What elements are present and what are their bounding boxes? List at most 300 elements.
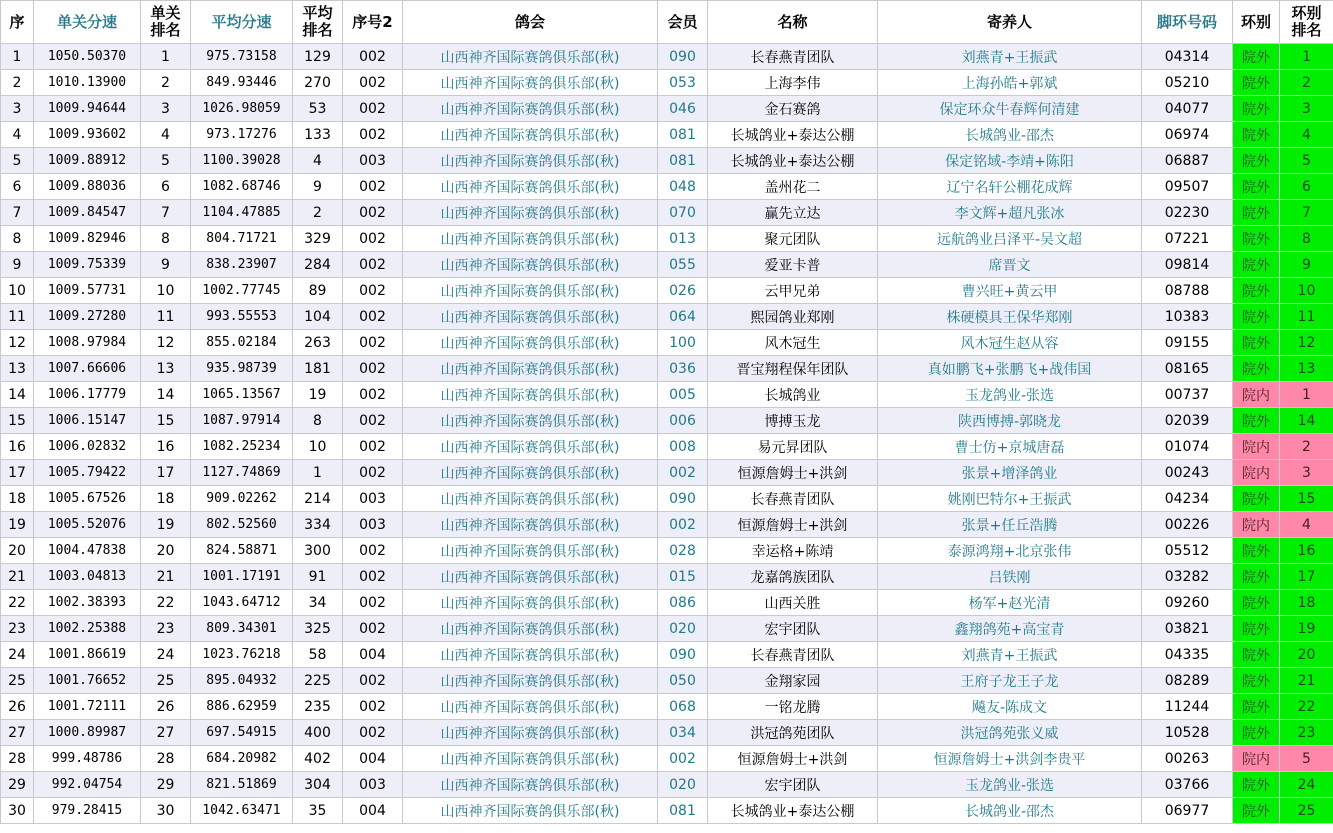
cell-member[interactable]: 064 (658, 304, 708, 330)
cell-seq[interactable]: 28 (1, 746, 34, 772)
header-ring[interactable]: 脚环号码 (1142, 1, 1233, 44)
cell-member[interactable]: 036 (658, 356, 708, 382)
cell-seq[interactable]: 8 (1, 226, 34, 252)
cell-speed-single[interactable]: 1009.57731 (34, 278, 141, 304)
cell-breeder[interactable]: 李文辉+超凡张冰 (878, 200, 1142, 226)
cell-zone-rank[interactable]: 24 (1280, 772, 1333, 798)
cell-rank-avg[interactable]: 4 (293, 148, 343, 174)
header-speed-avg[interactable]: 平均分速 (191, 1, 293, 44)
table-row[interactable] (1, 122, 1333, 148)
cell-name[interactable]: 易元昇团队 (708, 434, 878, 460)
cell-speed-avg[interactable]: 895.04932 (191, 668, 293, 694)
cell-zone-rank[interactable]: 13 (1280, 356, 1333, 382)
table-row[interactable] (1, 278, 1333, 304)
cell-speed-avg[interactable]: 697.54915 (191, 720, 293, 746)
cell-member[interactable]: 002 (658, 460, 708, 486)
cell-zone-rank[interactable]: 22 (1280, 694, 1333, 720)
cell-club[interactable]: 山西神齐国际赛鸽俱乐部(秋) (403, 772, 658, 798)
cell-zone-rank[interactable]: 14 (1280, 408, 1333, 434)
cell-rank-single[interactable]: 4 (141, 122, 191, 148)
header-club[interactable]: 鸽会 (403, 1, 658, 44)
cell-rank-avg[interactable]: 270 (293, 70, 343, 96)
cell-ring[interactable]: 06887 (1142, 148, 1233, 174)
header-rank-avg[interactable] (293, 1, 343, 44)
table-row[interactable] (1, 590, 1333, 616)
cell-zone-rank[interactable]: 8 (1280, 226, 1333, 252)
cell-zone-rank[interactable]: 23 (1280, 720, 1333, 746)
table-row[interactable] (1, 798, 1333, 824)
cell-speed-single[interactable]: 1007.66606 (34, 356, 141, 382)
cell-name[interactable]: 博搏玉龙 (708, 408, 878, 434)
cell-breeder[interactable]: 真如鹏飞+张鹏飞+战伟国 (878, 356, 1142, 382)
cell-breeder[interactable]: 刘燕青+王振武 (878, 642, 1142, 668)
cell-speed-avg[interactable]: 1042.63471 (191, 798, 293, 824)
cell-seq2[interactable]: 004 (343, 746, 403, 772)
cell-rank-single[interactable]: 15 (141, 408, 191, 434)
cell-member[interactable]: 005 (658, 382, 708, 408)
cell-name[interactable]: 山西关胜 (708, 590, 878, 616)
cell-name[interactable]: 恒源詹姆士+洪剑 (708, 460, 878, 486)
cell-name[interactable]: 一铭龙腾 (708, 694, 878, 720)
cell-ring[interactable]: 08788 (1142, 278, 1233, 304)
cell-seq[interactable]: 3 (1, 96, 34, 122)
cell-seq[interactable]: 4 (1, 122, 34, 148)
cell-seq[interactable]: 11 (1, 304, 34, 330)
cell-speed-single[interactable]: 1001.86619 (34, 642, 141, 668)
cell-speed-single[interactable]: 1008.97984 (34, 330, 141, 356)
cell-seq2[interactable]: 003 (343, 772, 403, 798)
cell-rank-avg[interactable]: 10 (293, 434, 343, 460)
cell-seq2[interactable]: 002 (343, 96, 403, 122)
table-row[interactable] (1, 460, 1333, 486)
cell-ring[interactable]: 07221 (1142, 226, 1233, 252)
cell-name[interactable]: 洪冠鸽苑团队 (708, 720, 878, 746)
cell-name[interactable]: 盖州花二 (708, 174, 878, 200)
cell-rank-avg[interactable]: 284 (293, 252, 343, 278)
table-row[interactable] (1, 720, 1333, 746)
cell-member[interactable]: 006 (658, 408, 708, 434)
cell-zone-rank[interactable]: 9 (1280, 252, 1333, 278)
cell-club[interactable]: 山西神齐国际赛鸽俱乐部(秋) (403, 668, 658, 694)
cell-rank-avg[interactable]: 329 (293, 226, 343, 252)
cell-seq2[interactable]: 002 (343, 278, 403, 304)
cell-rank-single[interactable]: 2 (141, 70, 191, 96)
cell-club[interactable]: 山西神齐国际赛鸽俱乐部(秋) (403, 642, 658, 668)
cell-speed-single[interactable]: 1004.47838 (34, 538, 141, 564)
cell-breeder[interactable]: 长城鸽业-邵杰 (878, 798, 1142, 824)
cell-seq[interactable]: 5 (1, 148, 34, 174)
cell-breeder[interactable]: 玉龙鸽业-张选 (878, 382, 1142, 408)
cell-speed-avg[interactable]: 1002.77745 (191, 278, 293, 304)
cell-zone-rank[interactable]: 6 (1280, 174, 1333, 200)
cell-rank-single[interactable]: 29 (141, 772, 191, 798)
cell-seq2[interactable]: 002 (343, 668, 403, 694)
cell-zone[interactable]: 院外 (1233, 356, 1280, 382)
cell-ring[interactable]: 09507 (1142, 174, 1233, 200)
cell-member[interactable]: 086 (658, 590, 708, 616)
cell-speed-single[interactable]: 999.48786 (34, 746, 141, 772)
cell-seq[interactable]: 1 (1, 44, 34, 70)
cell-ring[interactable]: 04335 (1142, 642, 1233, 668)
cell-ring[interactable]: 03766 (1142, 772, 1233, 798)
cell-rank-single[interactable]: 19 (141, 512, 191, 538)
cell-member[interactable]: 053 (658, 70, 708, 96)
cell-member[interactable]: 034 (658, 720, 708, 746)
header-member[interactable]: 会员 (658, 1, 708, 44)
cell-member[interactable]: 050 (658, 668, 708, 694)
cell-zone[interactable]: 院外 (1233, 174, 1280, 200)
table-row[interactable] (1, 486, 1333, 512)
cell-name[interactable]: 上海李伟 (708, 70, 878, 96)
cell-rank-avg[interactable]: 300 (293, 538, 343, 564)
cell-rank-single[interactable]: 11 (141, 304, 191, 330)
cell-breeder[interactable]: 洪冠鸽苑张义威 (878, 720, 1142, 746)
cell-seq2[interactable]: 004 (343, 642, 403, 668)
table-row[interactable] (1, 304, 1333, 330)
header-speed-single[interactable]: 单关分速 (34, 1, 141, 44)
cell-seq[interactable]: 9 (1, 252, 34, 278)
cell-breeder[interactable]: 张景+任丘浩腾 (878, 512, 1142, 538)
cell-breeder[interactable]: 泰源鸿翔+北京张伟 (878, 538, 1142, 564)
cell-seq[interactable]: 12 (1, 330, 34, 356)
cell-seq[interactable]: 2 (1, 70, 34, 96)
table-row[interactable] (1, 616, 1333, 642)
cell-rank-single[interactable]: 30 (141, 798, 191, 824)
cell-zone-rank[interactable]: 7 (1280, 200, 1333, 226)
cell-zone-rank[interactable]: 1 (1280, 44, 1333, 70)
cell-club[interactable]: 山西神齐国际赛鸽俱乐部(秋) (403, 226, 658, 252)
cell-rank-single[interactable]: 3 (141, 96, 191, 122)
cell-speed-avg[interactable]: 802.52560 (191, 512, 293, 538)
cell-seq2[interactable]: 002 (343, 694, 403, 720)
cell-name[interactable]: 聚元团队 (708, 226, 878, 252)
cell-zone[interactable]: 院外 (1233, 772, 1280, 798)
cell-seq[interactable]: 15 (1, 408, 34, 434)
cell-rank-avg[interactable]: 8 (293, 408, 343, 434)
cell-zone[interactable]: 院内 (1233, 434, 1280, 460)
cell-name[interactable]: 长春燕青团队 (708, 642, 878, 668)
cell-ring[interactable]: 05512 (1142, 538, 1233, 564)
cell-speed-single[interactable]: 1050.50370 (34, 44, 141, 70)
table-row[interactable] (1, 226, 1333, 252)
cell-speed-avg[interactable]: 1127.74869 (191, 460, 293, 486)
cell-club[interactable]: 山西神齐国际赛鸽俱乐部(秋) (403, 486, 658, 512)
cell-member[interactable]: 002 (658, 746, 708, 772)
cell-seq2[interactable]: 002 (343, 564, 403, 590)
cell-zone[interactable]: 院外 (1233, 70, 1280, 96)
cell-rank-avg[interactable]: 89 (293, 278, 343, 304)
cell-zone-rank[interactable]: 11 (1280, 304, 1333, 330)
cell-rank-avg[interactable]: 263 (293, 330, 343, 356)
cell-club[interactable]: 山西神齐国际赛鸽俱乐部(秋) (403, 174, 658, 200)
cell-club[interactable]: 山西神齐国际赛鸽俱乐部(秋) (403, 538, 658, 564)
cell-member[interactable]: 090 (658, 486, 708, 512)
cell-rank-avg[interactable]: 129 (293, 44, 343, 70)
cell-speed-single[interactable]: 1009.88912 (34, 148, 141, 174)
cell-speed-single[interactable]: 1005.52076 (34, 512, 141, 538)
cell-rank-single[interactable]: 13 (141, 356, 191, 382)
cell-zone[interactable]: 院外 (1233, 720, 1280, 746)
cell-rank-single[interactable]: 10 (141, 278, 191, 304)
cell-club[interactable]: 山西神齐国际赛鸽俱乐部(秋) (403, 382, 658, 408)
cell-zone[interactable]: 院外 (1233, 694, 1280, 720)
cell-rank-single[interactable]: 18 (141, 486, 191, 512)
cell-rank-single[interactable]: 26 (141, 694, 191, 720)
cell-club[interactable]: 山西神齐国际赛鸽俱乐部(秋) (403, 330, 658, 356)
cell-member[interactable]: 070 (658, 200, 708, 226)
cell-rank-single[interactable]: 5 (141, 148, 191, 174)
cell-member[interactable]: 068 (658, 694, 708, 720)
cell-speed-single[interactable]: 1005.79422 (34, 460, 141, 486)
cell-zone-rank[interactable]: 4 (1280, 512, 1333, 538)
cell-speed-single[interactable]: 1002.25388 (34, 616, 141, 642)
cell-name[interactable]: 晋宝翔程保年团队 (708, 356, 878, 382)
cell-breeder[interactable]: 风木冠生赵从容 (878, 330, 1142, 356)
table-row[interactable] (1, 200, 1333, 226)
cell-rank-avg[interactable]: 35 (293, 798, 343, 824)
cell-ring[interactable]: 10383 (1142, 304, 1233, 330)
cell-zone[interactable]: 院外 (1233, 564, 1280, 590)
table-row[interactable] (1, 44, 1333, 70)
cell-name[interactable]: 宏宇团队 (708, 772, 878, 798)
cell-speed-avg[interactable]: 1026.98059 (191, 96, 293, 122)
cell-ring[interactable]: 02230 (1142, 200, 1233, 226)
cell-rank-avg[interactable]: 304 (293, 772, 343, 798)
cell-speed-avg[interactable]: 1082.68746 (191, 174, 293, 200)
cell-member[interactable]: 081 (658, 122, 708, 148)
header-seq2[interactable]: 序号2 (343, 1, 403, 44)
cell-speed-avg[interactable]: 855.02184 (191, 330, 293, 356)
cell-breeder[interactable]: 鑫翔鸽苑+高宝青 (878, 616, 1142, 642)
cell-ring[interactable]: 00263 (1142, 746, 1233, 772)
header-seq[interactable]: 序 (1, 1, 34, 44)
cell-breeder[interactable]: 保定环众牛春辉何清建 (878, 96, 1142, 122)
cell-name[interactable]: 长城鸽业+泰达公棚 (708, 122, 878, 148)
cell-rank-avg[interactable]: 325 (293, 616, 343, 642)
table-row[interactable] (1, 434, 1333, 460)
cell-rank-avg[interactable]: 104 (293, 304, 343, 330)
cell-ring[interactable]: 00243 (1142, 460, 1233, 486)
cell-rank-avg[interactable]: 9 (293, 174, 343, 200)
cell-speed-single[interactable]: 1001.72111 (34, 694, 141, 720)
cell-seq2[interactable]: 002 (343, 590, 403, 616)
cell-seq2[interactable]: 002 (343, 330, 403, 356)
cell-seq[interactable]: 23 (1, 616, 34, 642)
cell-zone[interactable]: 院外 (1233, 304, 1280, 330)
cell-zone-rank[interactable]: 2 (1280, 70, 1333, 96)
cell-ring[interactable]: 08165 (1142, 356, 1233, 382)
table-row[interactable] (1, 174, 1333, 200)
cell-rank-single[interactable]: 17 (141, 460, 191, 486)
cell-seq2[interactable]: 002 (343, 252, 403, 278)
cell-club[interactable]: 山西神齐国际赛鸽俱乐部(秋) (403, 96, 658, 122)
cell-zone[interactable]: 院外 (1233, 330, 1280, 356)
cell-name[interactable]: 宏宇团队 (708, 616, 878, 642)
cell-speed-avg[interactable]: 1043.64712 (191, 590, 293, 616)
cell-name[interactable]: 长城鸽业+泰达公棚 (708, 798, 878, 824)
cell-name[interactable]: 幸运格+陈靖 (708, 538, 878, 564)
cell-member[interactable]: 046 (658, 96, 708, 122)
cell-club[interactable]: 山西神齐国际赛鸽俱乐部(秋) (403, 278, 658, 304)
cell-seq[interactable]: 25 (1, 668, 34, 694)
cell-zone-rank[interactable]: 10 (1280, 278, 1333, 304)
cell-zone-rank[interactable]: 25 (1280, 798, 1333, 824)
cell-seq[interactable]: 22 (1, 590, 34, 616)
cell-club[interactable]: 山西神齐国际赛鸽俱乐部(秋) (403, 304, 658, 330)
cell-zone-rank[interactable]: 16 (1280, 538, 1333, 564)
cell-seq[interactable]: 30 (1, 798, 34, 824)
cell-speed-avg[interactable]: 973.17276 (191, 122, 293, 148)
cell-club[interactable]: 山西神齐国际赛鸽俱乐部(秋) (403, 70, 658, 96)
cell-club[interactable]: 山西神齐国际赛鸽俱乐部(秋) (403, 798, 658, 824)
cell-speed-single[interactable]: 1010.13900 (34, 70, 141, 96)
cell-speed-avg[interactable]: 909.02262 (191, 486, 293, 512)
table-row[interactable] (1, 356, 1333, 382)
table-row[interactable] (1, 408, 1333, 434)
cell-club[interactable]: 山西神齐国际赛鸽俱乐部(秋) (403, 408, 658, 434)
cell-member[interactable]: 013 (658, 226, 708, 252)
cell-speed-avg[interactable]: 838.23907 (191, 252, 293, 278)
cell-seq2[interactable]: 002 (343, 434, 403, 460)
cell-member[interactable]: 015 (658, 564, 708, 590)
cell-ring[interactable]: 09155 (1142, 330, 1233, 356)
cell-rank-avg[interactable]: 19 (293, 382, 343, 408)
cell-rank-single[interactable]: 27 (141, 720, 191, 746)
cell-breeder[interactable]: 玉龙鸽业-张选 (878, 772, 1142, 798)
cell-zone[interactable]: 院内 (1233, 382, 1280, 408)
cell-name[interactable]: 长城鸽业 (708, 382, 878, 408)
cell-ring[interactable]: 10528 (1142, 720, 1233, 746)
cell-name[interactable]: 龙嘉鸽族团队 (708, 564, 878, 590)
cell-zone-rank[interactable]: 2 (1280, 434, 1333, 460)
cell-seq[interactable]: 24 (1, 642, 34, 668)
cell-rank-avg[interactable]: 53 (293, 96, 343, 122)
cell-club[interactable]: 山西神齐国际赛鸽俱乐部(秋) (403, 512, 658, 538)
cell-speed-single[interactable]: 979.28415 (34, 798, 141, 824)
cell-rank-avg[interactable]: 133 (293, 122, 343, 148)
cell-rank-single[interactable]: 8 (141, 226, 191, 252)
table-row[interactable] (1, 252, 1333, 278)
cell-zone-rank[interactable]: 21 (1280, 668, 1333, 694)
cell-seq[interactable]: 10 (1, 278, 34, 304)
cell-seq2[interactable]: 002 (343, 122, 403, 148)
cell-seq2[interactable]: 002 (343, 382, 403, 408)
cell-zone[interactable]: 院外 (1233, 538, 1280, 564)
cell-name[interactable]: 金石赛鸽 (708, 96, 878, 122)
cell-zone[interactable]: 院外 (1233, 96, 1280, 122)
cell-rank-avg[interactable]: 181 (293, 356, 343, 382)
cell-speed-avg[interactable]: 975.73158 (191, 44, 293, 70)
cell-speed-single[interactable]: 1009.84547 (34, 200, 141, 226)
cell-name[interactable]: 云甲兄弟 (708, 278, 878, 304)
header-zone-rank[interactable] (1280, 1, 1333, 44)
cell-breeder[interactable]: 王府子龙王子龙 (878, 668, 1142, 694)
cell-seq2[interactable]: 002 (343, 356, 403, 382)
cell-rank-avg[interactable]: 91 (293, 564, 343, 590)
cell-member[interactable]: 020 (658, 772, 708, 798)
cell-zone-rank[interactable]: 19 (1280, 616, 1333, 642)
cell-member[interactable]: 008 (658, 434, 708, 460)
cell-breeder[interactable]: 吕铁刚 (878, 564, 1142, 590)
cell-zone[interactable]: 院外 (1233, 148, 1280, 174)
cell-speed-single[interactable]: 1009.88036 (34, 174, 141, 200)
cell-seq2[interactable]: 002 (343, 616, 403, 642)
cell-seq2[interactable]: 002 (343, 226, 403, 252)
cell-ring[interactable]: 08289 (1142, 668, 1233, 694)
cell-rank-avg[interactable]: 400 (293, 720, 343, 746)
cell-zone-rank[interactable]: 3 (1280, 96, 1333, 122)
cell-rank-single[interactable]: 25 (141, 668, 191, 694)
cell-zone-rank[interactable]: 20 (1280, 642, 1333, 668)
cell-member[interactable]: 002 (658, 512, 708, 538)
cell-speed-single[interactable]: 1001.76652 (34, 668, 141, 694)
table-row[interactable] (1, 512, 1333, 538)
cell-zone[interactable]: 院外 (1233, 668, 1280, 694)
cell-club[interactable]: 山西神齐国际赛鸽俱乐部(秋) (403, 122, 658, 148)
cell-seq[interactable]: 26 (1, 694, 34, 720)
cell-breeder[interactable]: 远航鸽业吕泽平-吴文超 (878, 226, 1142, 252)
cell-club[interactable]: 山西神齐国际赛鸽俱乐部(秋) (403, 616, 658, 642)
cell-speed-avg[interactable]: 809.34301 (191, 616, 293, 642)
cell-seq[interactable]: 19 (1, 512, 34, 538)
cell-seq[interactable]: 14 (1, 382, 34, 408)
cell-rank-single[interactable]: 7 (141, 200, 191, 226)
cell-speed-avg[interactable]: 993.55553 (191, 304, 293, 330)
cell-club[interactable]: 山西神齐国际赛鸽俱乐部(秋) (403, 356, 658, 382)
cell-seq2[interactable]: 002 (343, 70, 403, 96)
cell-zone-rank[interactable]: 12 (1280, 330, 1333, 356)
cell-club[interactable]: 山西神齐国际赛鸽俱乐部(秋) (403, 564, 658, 590)
cell-zone-rank[interactable]: 1 (1280, 382, 1333, 408)
cell-zone[interactable]: 院外 (1233, 226, 1280, 252)
cell-zone[interactable]: 院外 (1233, 278, 1280, 304)
cell-zone-rank[interactable]: 4 (1280, 122, 1333, 148)
cell-seq[interactable]: 27 (1, 720, 34, 746)
cell-club[interactable]: 山西神齐国际赛鸽俱乐部(秋) (403, 694, 658, 720)
cell-zone[interactable]: 院内 (1233, 460, 1280, 486)
table-row[interactable] (1, 70, 1333, 96)
cell-breeder[interactable]: 长城鸽业-邵杰 (878, 122, 1142, 148)
cell-speed-avg[interactable]: 1100.39028 (191, 148, 293, 174)
cell-ring[interactable]: 09260 (1142, 590, 1233, 616)
cell-zone[interactable]: 院外 (1233, 122, 1280, 148)
header-name[interactable]: 名称 (708, 1, 878, 44)
cell-name[interactable]: 金翔家园 (708, 668, 878, 694)
cell-ring[interactable]: 06974 (1142, 122, 1233, 148)
cell-seq2[interactable]: 002 (343, 44, 403, 70)
cell-name[interactable]: 爱亚卡普 (708, 252, 878, 278)
cell-ring[interactable]: 02039 (1142, 408, 1233, 434)
cell-seq2[interactable]: 004 (343, 798, 403, 824)
cell-rank-avg[interactable]: 235 (293, 694, 343, 720)
cell-breeder[interactable]: 飚友-陈成文 (878, 694, 1142, 720)
cell-member[interactable]: 090 (658, 642, 708, 668)
cell-zone[interactable]: 院外 (1233, 590, 1280, 616)
cell-speed-single[interactable]: 1006.02832 (34, 434, 141, 460)
cell-rank-avg[interactable]: 2 (293, 200, 343, 226)
cell-seq2[interactable]: 002 (343, 174, 403, 200)
cell-breeder[interactable]: 张景+增泽鸽业 (878, 460, 1142, 486)
cell-seq[interactable]: 16 (1, 434, 34, 460)
cell-rank-avg[interactable]: 214 (293, 486, 343, 512)
cell-name[interactable]: 长春燕青团队 (708, 44, 878, 70)
cell-speed-avg[interactable]: 1104.47885 (191, 200, 293, 226)
cell-breeder[interactable]: 上海孙皓+郭斌 (878, 70, 1142, 96)
table-row[interactable] (1, 96, 1333, 122)
cell-member[interactable]: 020 (658, 616, 708, 642)
table-row[interactable] (1, 746, 1333, 772)
cell-club[interactable]: 山西神齐国际赛鸽俱乐部(秋) (403, 460, 658, 486)
